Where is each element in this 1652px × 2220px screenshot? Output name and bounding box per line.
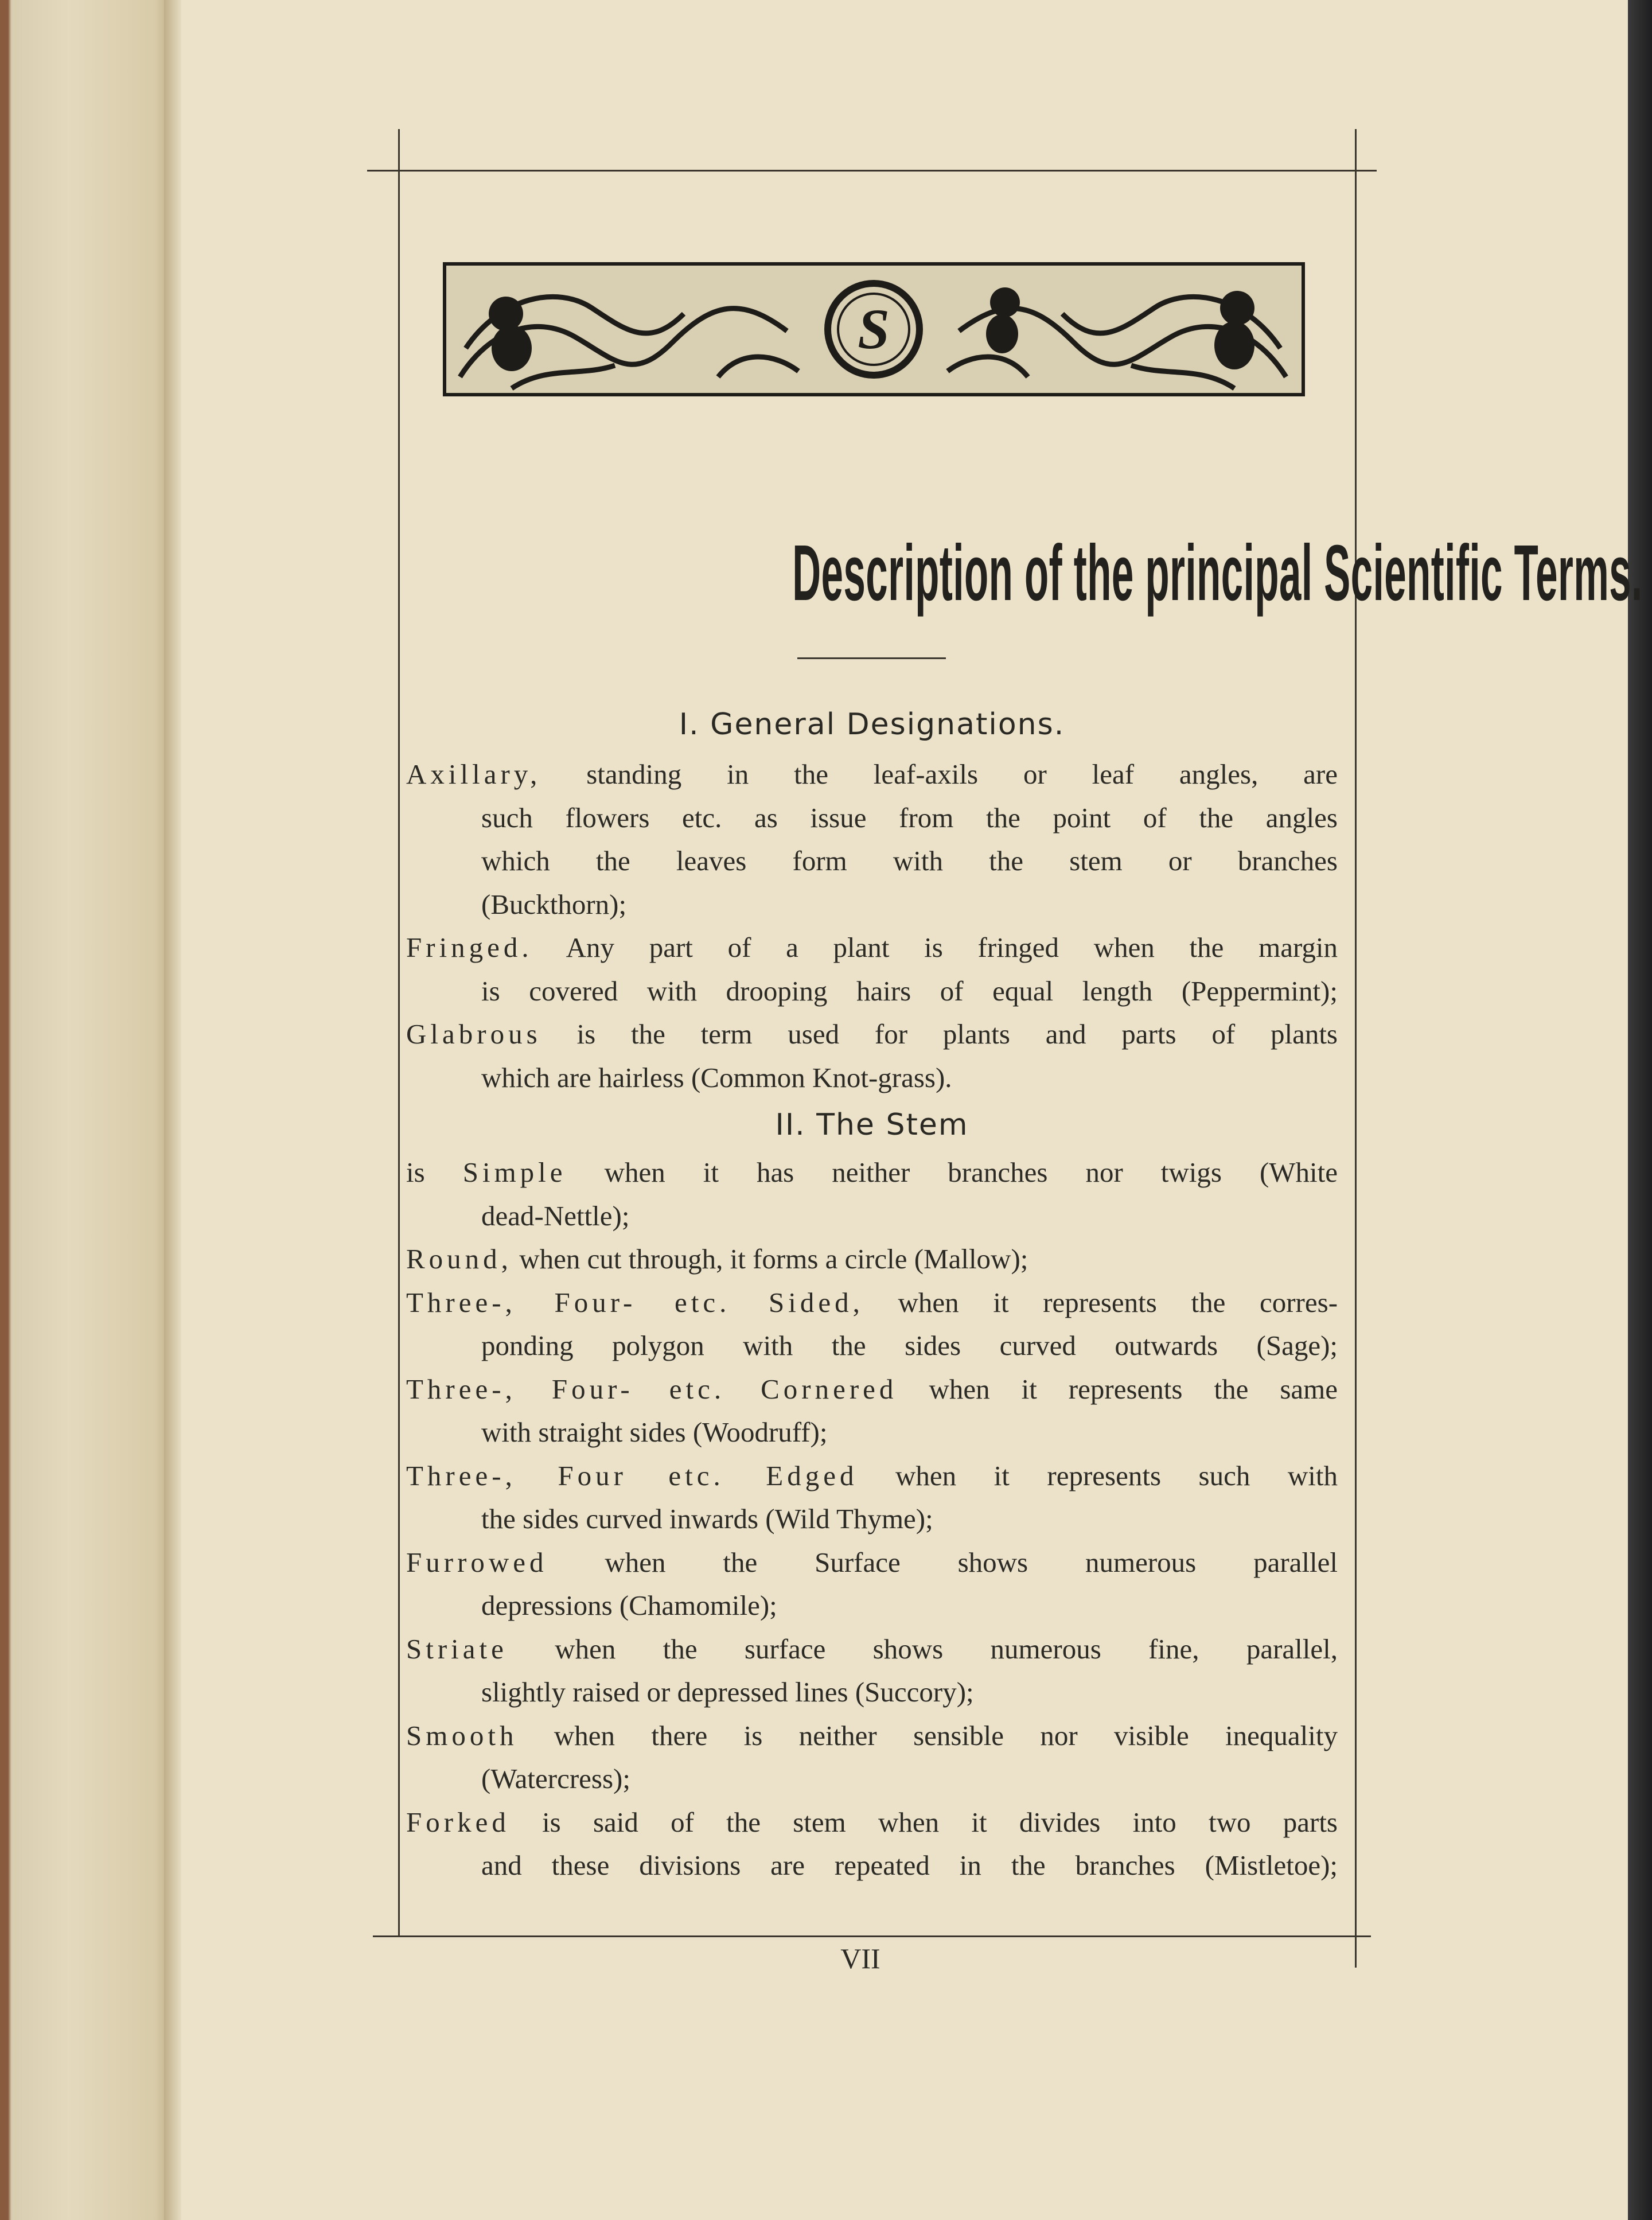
entry-continuation-line: (Buckthorn); [481,888,627,920]
entry-continuation-line: (Watercress); [481,1763,630,1794]
glossary-entry [406,1541,1338,1627]
left-page [0,0,166,2220]
glossary-entry [406,1627,1338,1714]
page-title-wrap [367,528,1643,619]
entry-first-line [406,753,1338,796]
book-cover-edge [1628,0,1652,2220]
entry-term: Furrowed [406,1546,548,1578]
entry-continuation-line: is covered with drooping hairs of equal length (Peppermint); [481,975,1338,1007]
glossary-entry [406,1454,1338,1541]
glossary-entry [406,753,1338,926]
entry-first-line [406,1237,1338,1281]
entry-text: when cut through, it forms a circle (Mallow); [519,1243,1028,1275]
entry-text: is said of the stem when it divides into two parts [542,1806,1338,1838]
title-divider [797,657,946,659]
glossary-entry [406,1801,1338,1887]
entry-term: Three-, Four- etc. Cornered [406,1373,898,1405]
glossary-entry [406,1012,1338,1099]
entry-term: Glabrous [406,1018,541,1050]
book-gutter [164,0,181,2220]
entry-text: standing in the leaf-axils or leaf angles, are [586,758,1338,790]
entry-first-line [406,1012,1338,1056]
entry-term: Three-, Four etc. Edged [406,1459,858,1491]
glossary-entry [406,926,1338,1012]
entry-text: when there is neither sensible nor visible inequality [554,1719,1338,1751]
section-heading: II. The Stem [775,1108,969,1142]
entry-first-line [406,1714,1338,1758]
entry-first-line [406,1151,1338,1194]
entry-continuation-line: slightly raised or depressed lines (Succory); [481,1676,974,1708]
frame-top-rule [367,170,1377,172]
entry-first-line [406,926,1338,969]
entry-first-line [406,1541,1338,1584]
entry-continuation-line: the sides curved inwards (Wild Thyme); [481,1503,933,1534]
entry-continuation-line: depressions (Chamomile); [481,1590,777,1621]
page-title: Description of the principal Scientific Terms. [792,529,1643,617]
section-heading: I. General Designations. [679,707,1065,742]
entry-first-line [406,1454,1338,1498]
frame-right-rule [1355,129,1357,1968]
glossary-entry [406,1237,1338,1281]
entry-continuation-line: such flowers etc. as issue from the point of the angles [481,801,1338,834]
decorative-headpiece [443,262,1305,396]
entry-term: Striate [406,1633,508,1665]
entry-continuation-line: which are hairless (Common Knot-grass). [481,1061,952,1093]
entry-term: Fringed. [406,932,533,963]
entry-text: when it represents such with [895,1459,1338,1491]
page-number: VII [840,1942,880,1974]
entry-continuation-line: dead-Nettle); [481,1199,630,1232]
entry-first-line [406,1281,1338,1325]
entry-first-line [406,1368,1338,1411]
entry-text: when the Surface shows numerous parallel [605,1546,1338,1578]
glossary-body [406,699,1338,1887]
entry-term: Round, [406,1243,512,1275]
entry-text: when it has neither branches nor twigs (White [604,1156,1338,1188]
entry-term: Forked [406,1806,510,1838]
entry-continuation-line: which the leaves form with the stem or branches [481,845,1338,877]
entry-text: when the surface shows numerous fine, parallel, [555,1633,1338,1665]
entry-text: when it represents the same [929,1373,1338,1405]
entry-continuation-line: ponding polygon with the sides curved outwards (Sage); [481,1330,1338,1361]
glossary-entry [406,1151,1338,1237]
entry-term: Axillary, [406,758,541,790]
entry-prefix: is [406,1156,425,1188]
entry-text: when it represents the corres- [898,1286,1338,1318]
entry-first-line [406,1627,1338,1671]
entry-term: Smooth [406,1719,518,1751]
entry-continuation-line: and these divisions are repeated in the branches (Mistletoe); [481,1849,1338,1881]
entry-text: Any part of a plant is fringed when the margin [566,932,1338,963]
frame-left-rule [398,129,400,1936]
glossary-entry [406,1368,1338,1454]
frame-bottom-rule [373,1935,1371,1937]
monogram: S [858,297,890,361]
entry-term: Three-, Four- etc. Sided, [406,1286,864,1318]
glossary-entry [406,1281,1338,1368]
entry-term: Simple [462,1156,567,1188]
entry-text: is the term used for plants and parts of plants [576,1018,1338,1050]
entry-first-line [406,1801,1338,1844]
entry-continuation-line: with straight sides (Woodruff); [481,1416,828,1448]
glossary-entry [406,1714,1338,1801]
